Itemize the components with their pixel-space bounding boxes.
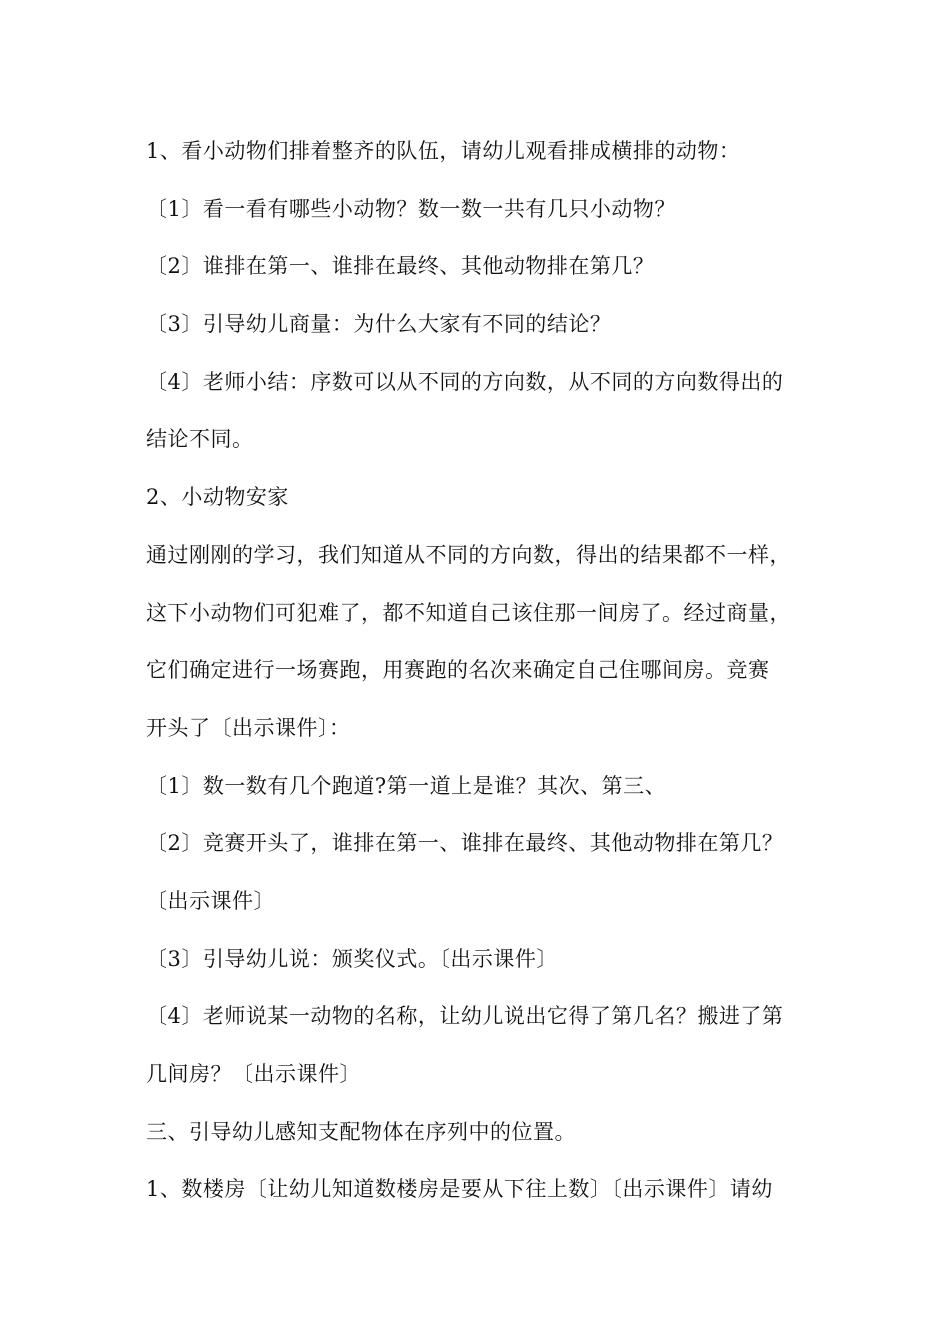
text-line: 结论不同。 <box>146 427 254 452</box>
text-line: 〔出示课件〕 <box>146 888 275 913</box>
text-line: 〔3〕引导幼儿说：颁奖仪式。〔出示课件〕 <box>146 946 558 971</box>
text-line: 它们确定进行一场赛跑，用赛跑的名次来确定自己住哪间房。竞赛 <box>146 658 770 683</box>
document-body <box>146 132 816 1228</box>
section-heading: 2、小动物安家 <box>146 485 289 510</box>
text-line: 几间房？〔出示课件〕 <box>146 1062 361 1086</box>
text-line: 1、看小动物们排着整齐的队伍，请幼儿观看排成横排的动物： <box>146 139 741 163</box>
text-line: 通过刚刚的学习，我们知道从不同的方向数，得出的结果都不一样， <box>146 542 791 567</box>
section-heading: 三、引导幼儿感知支配物体在序列中的位置。 <box>146 1119 576 1144</box>
text-line: 〔3〕引导幼儿商量：为什么大家有不同的结论？ <box>146 312 612 337</box>
text-line: 〔2〕竞赛开头了，谁排在第一、谁排在最终、其他动物排在第几？ <box>146 831 784 856</box>
text-line: 〔1〕数一数有几个跑道?第一道上是谁？其次、第三、 <box>146 773 667 798</box>
text-line: 〔4〕老师小结：序数可以从不同的方向数，从不同的方向数得出的 <box>146 369 784 394</box>
text-line: 〔4〕老师说某一动物的名称，让幼儿说出它得了第几名？搬进了第 <box>146 1004 784 1029</box>
text-line: 开头了〔出示课件〕： <box>146 715 351 740</box>
text-line: 这下小动物们可犯难了，都不知道自己该住那一间房了。经过商量， <box>146 600 791 625</box>
text-line: 〔1〕看一看有哪些小动物？数一数一共有几只小动物？ <box>146 196 676 221</box>
text-line: 1、数楼房〔让幼儿知道数楼房是要从下往上数〕〔出示课件〕请幼 <box>146 1177 773 1202</box>
text-line: 〔2〕谁排在第一、谁排在最终、其他动物排在第几？ <box>146 254 655 279</box>
